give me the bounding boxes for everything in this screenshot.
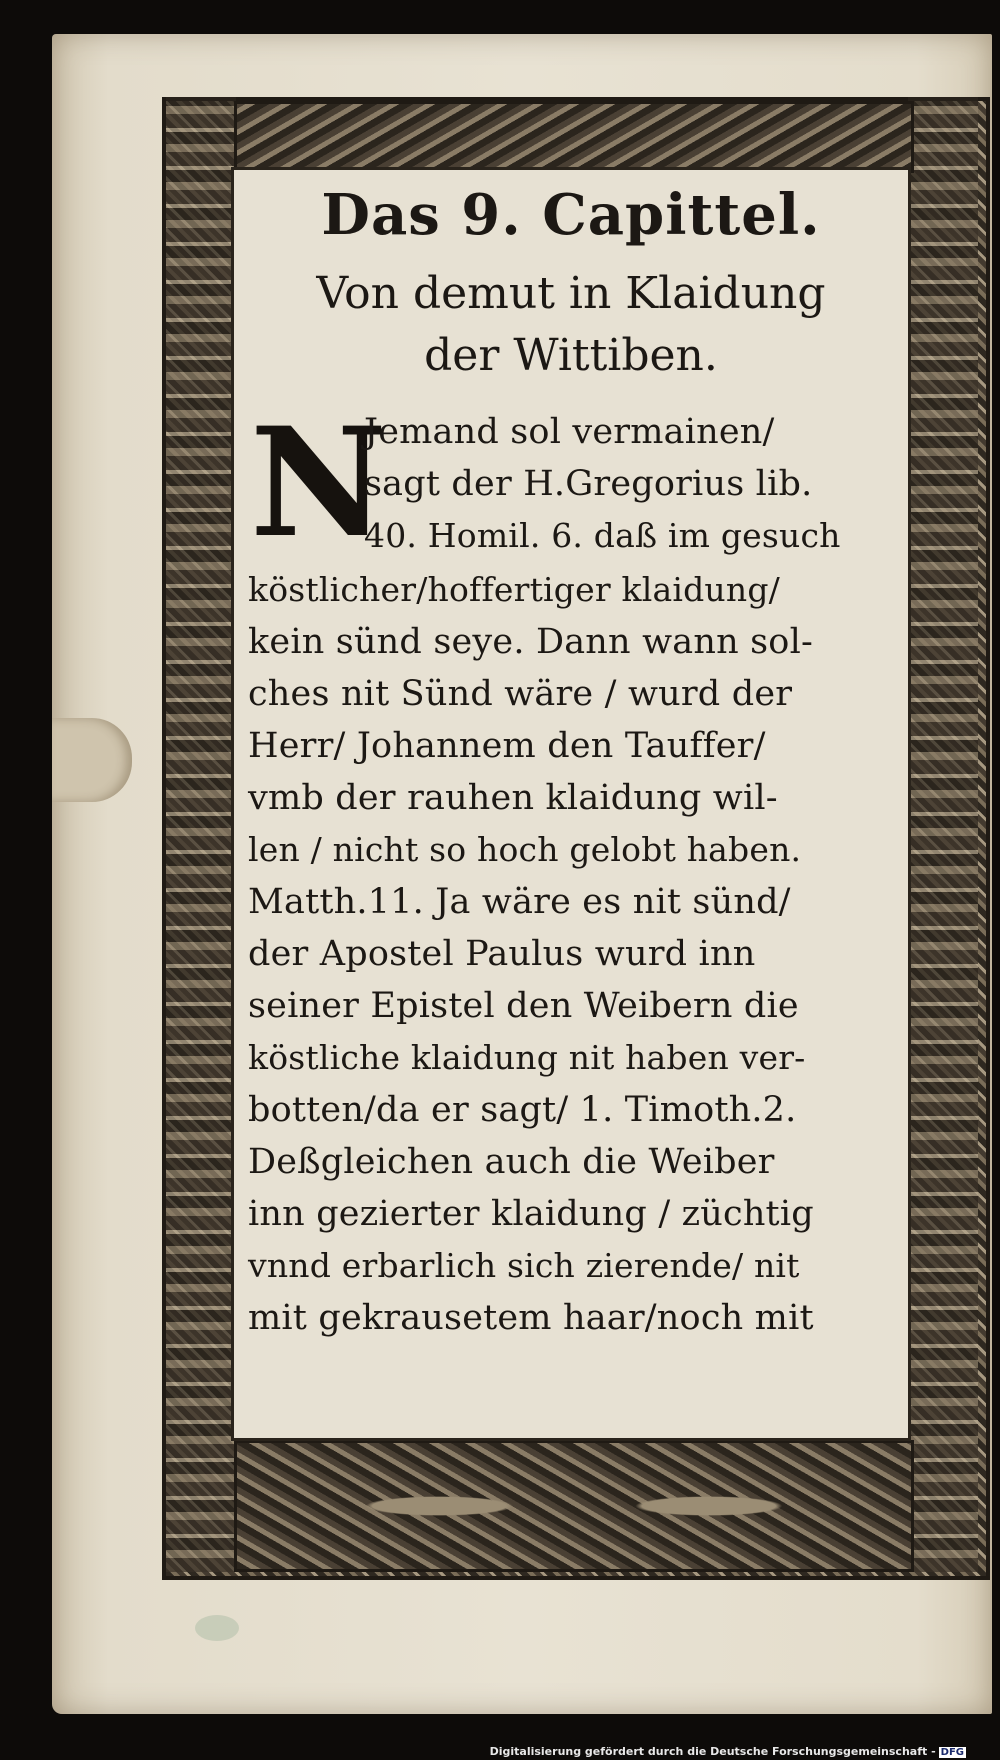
text-line: seiner Epistel den Weibern die (248, 986, 799, 1026)
text-line: sagt der H.Gregorius lib. (364, 464, 813, 504)
page-curl (52, 718, 132, 802)
text-line: ches nit Sünd wäre / wurd der (248, 674, 793, 714)
text-line: der Apostel Paulus wurd inn (248, 934, 756, 974)
text-line: Herr/ Johannem den Tauffer/ (248, 726, 766, 766)
digitization-credit (490, 1745, 966, 1758)
dfg-logo: DFG (940, 1747, 964, 1758)
text-line: len / nicht so hoch gelobt haben. (248, 830, 802, 869)
text-line: köstlicher/hoffertiger klaidung/ (248, 570, 780, 609)
page-stain (195, 1615, 239, 1641)
ornament-left-column (166, 97, 236, 1572)
text-line: botten/da er sagt/ 1. Timoth.2. (248, 1090, 797, 1130)
text-line: Jemand sol vermainen/ (364, 412, 775, 452)
text-line: mit gekrausetem haar/noch mit (248, 1298, 814, 1338)
chapter-heading: Das 9. Capittel. (321, 182, 821, 248)
credit-text: Digitalisierung gefördert durch die Deutsche Forschungsgemeinschaft - (489, 1745, 936, 1758)
text-line: vmb der rauhen klaidung wil- (248, 778, 778, 818)
text-line: inn gezierter klaidung / züchtig (248, 1194, 814, 1234)
text-line: kein sünd seye. Dann wann sol- (248, 622, 813, 662)
text-panel (234, 170, 908, 1438)
ornament-right-column (908, 97, 978, 1572)
ornament-top-band (234, 101, 914, 173)
text-line: Deßgleichen auch die Weiber (248, 1142, 775, 1182)
chapter-title-line-1: Von demut in Klaidung (316, 268, 826, 319)
drop-cap-initial: N (250, 395, 388, 571)
text-line: vnnd erbarlich sich zierende/ nit (248, 1246, 800, 1285)
ornament-bottom-band (234, 1440, 914, 1572)
text-line: köstliche klaidung nit haben ver- (248, 1038, 806, 1077)
text-line: 40. Homil. 6. daß im gesuch (364, 516, 841, 555)
chapter-title-line-2: der Wittiben. (424, 330, 718, 381)
text-line: Matth.11. Ja wäre es nit sünd/ (248, 882, 791, 922)
